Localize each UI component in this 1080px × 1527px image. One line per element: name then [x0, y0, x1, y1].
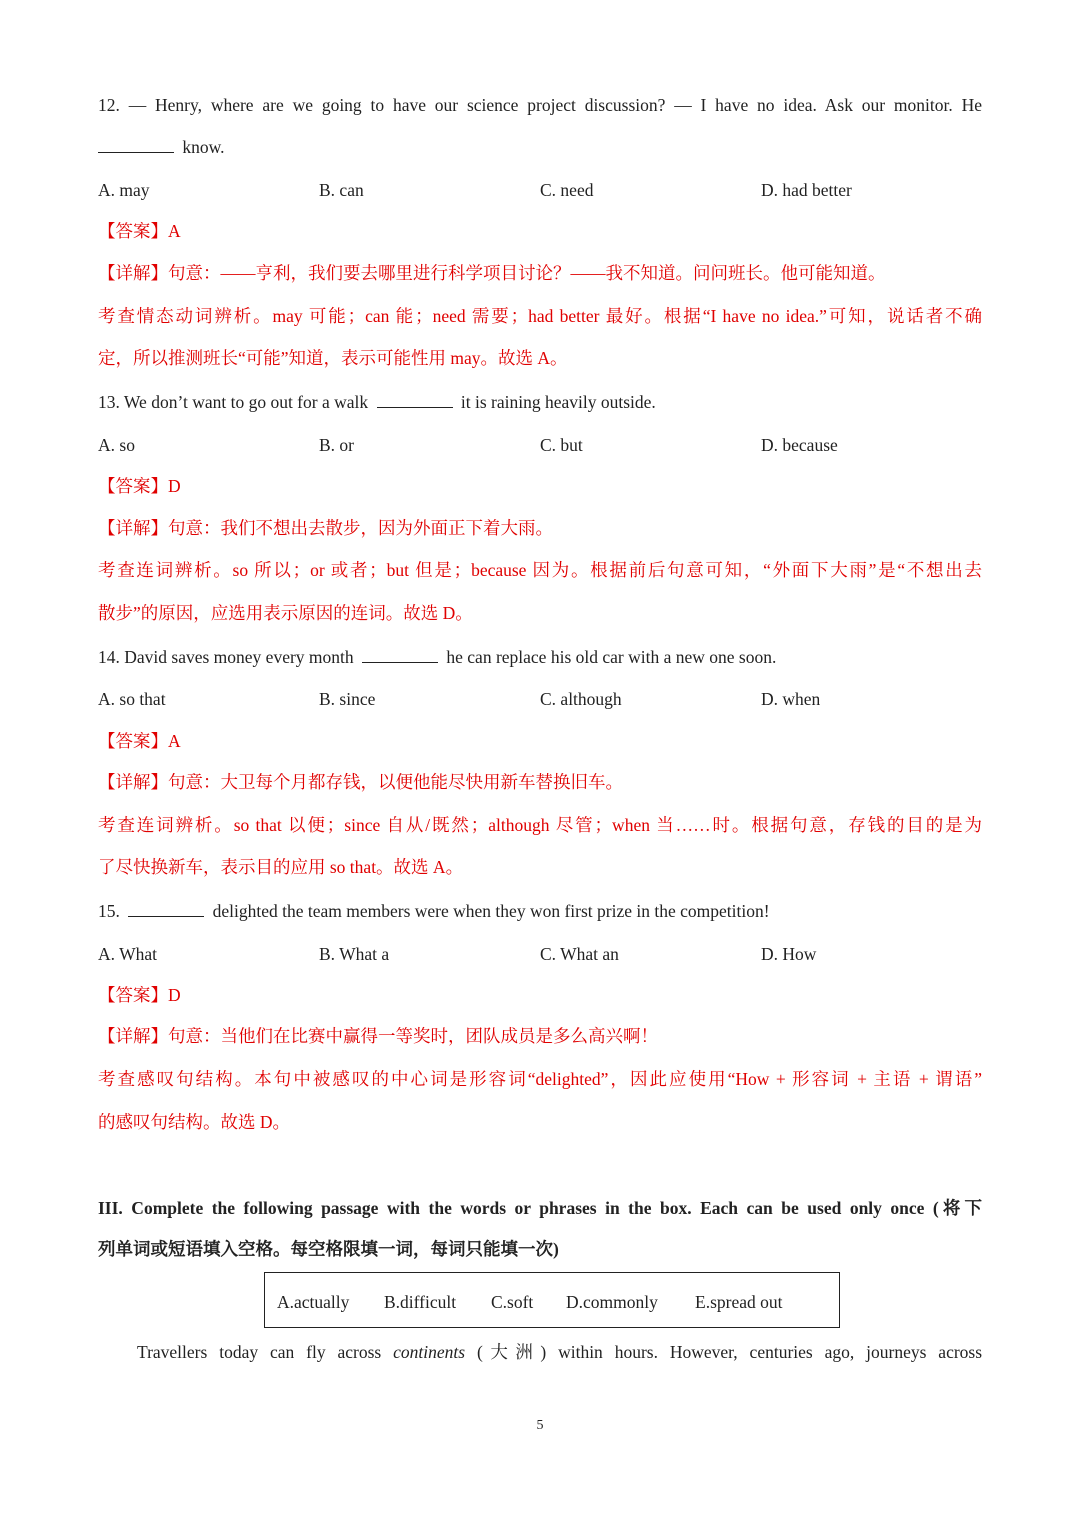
passage-italic-word: continents [393, 1342, 466, 1362]
section-heading-line1: III. Complete the following passage with the words or phrases in the box. Each can be used only once (将下 [98, 1198, 982, 1218]
q12-detail: 【详解】句意：——亨利，我们要去哪里进行科学项目讨论？——我不知道。问问班长。他可能知道。 [98, 263, 886, 283]
q13-detail: 【详解】句意：我们不想出去散步，因为外面正下着大雨。 [98, 518, 553, 538]
q15-analysis-line2: 的感叹句结构。故选 D。 [98, 1112, 291, 1132]
q13-stem-end: it is raining heavily outside. [460, 392, 656, 412]
word-box-item: D.commonly [566, 1292, 658, 1312]
q14-option-c: C. although [540, 689, 622, 709]
q13-stem-start: 13. We don’t want to go out for a walk [98, 392, 369, 412]
word-box-item: A.actually [277, 1292, 350, 1312]
q12-analysis-line1: 考查情态动词辨析。may 可能；can 能；need 需要；had better 最好。根据“I have no idea.”可知，说话者不确 [98, 306, 982, 326]
answer-blank [377, 391, 453, 408]
section-heading-line2: 列单词或短语填入空格。每空格限填一词，每词只能填一次) [98, 1239, 559, 1259]
q12-stem-line2 [98, 135, 982, 159]
word-box-item: B.difficult [384, 1292, 457, 1312]
word-box-item: E.spread out [695, 1292, 783, 1312]
q13-option-c: C. but [540, 435, 583, 455]
q15-answer: 【答案】D [98, 985, 181, 1005]
q13-analysis-line1: 考查连词辨析。so 所以；or 或者；but 但是；because 因为。根据前后句意可知，“外面下大雨”是“不想出去 [98, 560, 982, 580]
q15-stem-start: 15. [98, 901, 120, 921]
q14-stem-start: 14. David saves money every month [98, 647, 354, 667]
q15-option-c: C. What an [540, 944, 619, 964]
passage-line1 [137, 1340, 982, 1364]
q15-option-b: B. What a [319, 944, 390, 964]
q14-option-b: B. since [319, 689, 376, 709]
q12-stem-line1: 12. — Henry, where are we going to have our science project discussion? — I have no idea. Ask our monitor. He [98, 95, 982, 115]
answer-blank [98, 136, 174, 153]
q15-detail: 【详解】句意：当他们在比赛中赢得一等奖时，团队成员是多么高兴啊！ [98, 1026, 658, 1046]
q12-stem-end: know. [182, 137, 225, 157]
q14-option-d: D. when [761, 689, 821, 709]
q13-answer: 【答案】D [98, 476, 181, 496]
q12-analysis-line2: 定，所以推测班长“可能”知道，表示可能性用 may。故选 A。 [98, 348, 568, 368]
q12-option-a: A. may [98, 180, 150, 200]
q15-stem-end: delighted the team members were when they won first prize in the competition! [212, 901, 770, 921]
q12-option-b: B. can [319, 180, 364, 200]
q14-option-a: A. so that [98, 689, 166, 709]
q14-detail: 【详解】句意：大卫每个月都存钱，以便他能尽快用新车替换旧车。 [98, 772, 623, 792]
q14-analysis-line2: 了尽快换新车，表示目的应用 so that。故选 A。 [98, 857, 464, 877]
q15-analysis-line1: 考查感叹句结构。本句中被感叹的中心词是形容词“delighted”，因此应使用“How + 形容词 + 主语 + 谓语” [98, 1069, 982, 1089]
page-number: 5 [536, 1418, 544, 1433]
word-box [264, 1272, 840, 1328]
answer-blank [362, 646, 438, 663]
q15-option-d: D. How [761, 944, 817, 964]
passage-start: Travellers today can fly across [137, 1342, 382, 1362]
q13-option-b: B. or [319, 435, 354, 455]
q13-stem [98, 390, 982, 414]
word-box-item: C.soft [491, 1292, 534, 1312]
q15-option-a: A. What [98, 944, 157, 964]
q12-option-c: C. need [540, 180, 594, 200]
q12-answer: 【答案】A [98, 221, 181, 241]
answer-blank [128, 900, 204, 917]
q15-stem [98, 899, 982, 923]
q13-analysis-line2: 散步”的原因，应选用表示原因的连词。故选 D。 [98, 603, 473, 623]
q14-analysis-line1: 考查连词辨析。so that 以便；since 自从/既然；although 尽管；when 当……时。根据句意，存钱的目的是为 [98, 815, 982, 835]
q14-answer: 【答案】A [98, 731, 181, 751]
q14-stem-end: he can replace his old car with a new one soon. [446, 647, 777, 667]
q12-option-d: D. had better [761, 180, 852, 200]
q13-option-a: A. so [98, 435, 135, 455]
passage-continue: (大洲) within hours. However, centuries ago, journeys across [476, 1342, 983, 1362]
q14-stem [98, 645, 982, 669]
q13-option-d: D. because [761, 435, 838, 455]
